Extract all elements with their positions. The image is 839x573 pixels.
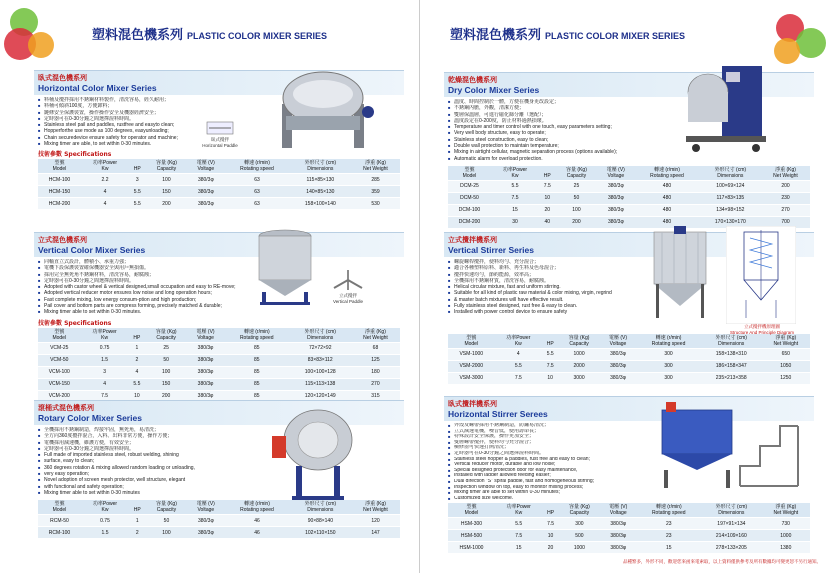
feature-item: ■ Stainless steel pail and paddles, rustfree and easyto clean; (38, 122, 238, 128)
feature-item: ■ 電機採用減速機，維護方便，有效安全； (38, 440, 238, 446)
feature-item: ■ 全方向360度攪拌混合，入料、出料非常方便，操作方便； (38, 433, 238, 439)
feature-item: ■ very easy operation; (38, 471, 238, 477)
col-model: 型號 Model (448, 334, 495, 349)
horizontal-stirrer-machine-icon (644, 396, 804, 492)
feature-item: ■ Adopted vertical reducer motor ensures low noise and long operation hours; (38, 290, 238, 296)
feature-item: ■ 料桶及攪拌採用不銹鋼材料製作，清洗容易，經久耐用； (38, 97, 238, 103)
section-title-en: Vertical Stirrer Series (448, 245, 535, 255)
col-power-hp: HP (129, 328, 145, 343)
col-power-hp: HP (539, 166, 555, 181)
feature-item: ■ 立式減速電機，噪音低，使用壽命長； (448, 429, 638, 435)
right-page (420, 0, 839, 573)
col-dims: 外形尺寸 (cm) Dimensions (701, 503, 762, 518)
col-model: 型號 Model (38, 159, 81, 174)
feature-item: ■ Stainless steel construction, easy to clean; (448, 137, 678, 143)
feature-item: ■ Chain securedevice ensure safety for operator and machine; (38, 135, 238, 141)
col-dims: 外形尺寸 (cm) Dimensions (290, 328, 351, 343)
col-weight: 淨重 (Kg) Net Weight (761, 166, 810, 181)
table-row: HSM-500 7.5 10 500 380/3φ 23 214×109×160 1000 (448, 530, 810, 542)
footer-note: 品種繁多，外形不同，歡迎您來函來電索取，以上資料僅供參考及所有數據均可變更恕不另行通知。 (623, 560, 821, 565)
horizontal-mixer-machine-icon (268, 64, 378, 154)
table-row: VSM-1000 4 5.5 1000 380/3φ 300 158×138×310 650 (448, 348, 810, 360)
table-row: VCM-50 1.5 2 50 380/3φ 85 83×83×112 125 (38, 354, 400, 366)
feature-item: ■ Special designed protection door for easy maintenance, (448, 468, 638, 474)
decorative-circles-icon (4, 8, 64, 68)
page-header (92, 24, 327, 44)
section-title-cn: 臥式攪拌機系列 (448, 400, 497, 408)
col-capacity: 容量 (Kg) Capacity (145, 328, 187, 343)
feature-list (448, 423, 638, 501)
table-row: DCM-50 7.5 10 50 380/3φ 480 117×83×135 230 (448, 192, 810, 204)
feature-item: ■ 不銹鋼內膽，外觀，清潔方便； (448, 105, 678, 111)
feature-item: ■ 定時器可在0-30分鐘之間選擇混料時間。 (38, 278, 238, 284)
table-row: DCM-25 5.5 7.5 25 380/3φ 480 100×69×124 200 (448, 180, 810, 192)
table-row: RCM-100 1.5 2 100 380/3φ 46 102×110×150 147 (38, 527, 400, 539)
feature-item: ■ Vertical reducer motor, durable and low noise; (448, 462, 638, 468)
col-power-hp: HP (129, 500, 145, 515)
col-speed: 轉速 (r/min) Rotating speed (224, 328, 290, 343)
table-row: VCM-100 3 4 100 380/3φ 85 100×100×128 180 (38, 366, 400, 378)
section-band (34, 232, 404, 257)
col-voltage: 電壓 (V) Voltage (600, 503, 636, 518)
feature-item: ■ Stainless steel hopper & paddles, rust free and easy to clean; (448, 457, 638, 463)
section-title-cn: 乾燥混色機系列 (448, 76, 497, 84)
feature-item: ■ 雙層保溫層，可進行磁化篩分離（選配）； (448, 112, 678, 118)
col-power-kw: 功率Power Kw (495, 334, 543, 349)
left-page (0, 0, 419, 573)
page-title-cn: 塑料混色機系列 (450, 28, 542, 43)
feature-item: ■ Mixing timer are able to set within 0-30 minutes; (448, 490, 638, 496)
table-row: HCM-100 2.2 3 100 380/3φ 63 115×85×130 285 (38, 174, 400, 186)
section-title-en: Dry Color Mixer Series (448, 85, 540, 95)
col-power-hp: HP (129, 159, 145, 174)
section-title-en: Horizontal Stirrer Serees (448, 409, 548, 419)
feature-item: ■ Helical circular mixture, fast and uniform stirring. (448, 284, 638, 290)
col-power-kw: 功率Power Kw (81, 500, 129, 515)
feature-item: ■ 360 degrees rotation & mixing allowed random loading or unloading, (38, 465, 238, 471)
feature-item: ■ 料桶可傾斜100度，方便卸料； (38, 103, 238, 109)
col-capacity: 容量 (Kg) Capacity (145, 500, 187, 515)
feature-item: ■ Dual direction "S" spiral paddle, fast and homogeneous stirring; (448, 479, 638, 485)
col-capacity: 容量 (Kg) Capacity (558, 334, 599, 349)
col-voltage: 電壓 (V) Voltage (600, 334, 636, 349)
section-title-en: Vertical Color Mixer Series (38, 245, 146, 255)
col-speed: 轉速 (r/min) Rotating speed (224, 500, 289, 515)
feature-item: ■ Mixing timer able to set within 0-30 minutes. (38, 309, 238, 315)
col-weight: 淨重 (Kg) Net Weight (351, 328, 400, 343)
spec-label: 技術參數 Specifications (38, 151, 112, 159)
table-row: VSM-2000 5.5 7.5 2000 380/3φ 300 186×158×347 1050 (448, 360, 810, 372)
col-voltage: 電壓 (V) Voltage (187, 500, 224, 515)
feature-item: ■ Fully stainless steel designed, rust free & easy to clean. (448, 303, 638, 309)
section-title-en: Horizontal Color Mixer Series (38, 83, 157, 93)
section-title-en: Rotary Color Mixer Series (38, 413, 142, 423)
table-row: VCM-25 0.75 1 25 380/3φ 85 72×72×92 68 (38, 342, 400, 354)
feature-item: ■ 鏈條安全保護裝置，操作操作安全及機器經濟安全； (38, 110, 238, 116)
feature-item: ■ Very well body structure, easy to operate; (448, 130, 678, 136)
spec-table (448, 166, 810, 229)
col-power-kw: 功率Power Kw (491, 166, 539, 181)
vertical-paddle-caption: 立式攪拌 Vertical Paddle (318, 268, 378, 304)
section-title-cn: 立式攪拌機系列 (448, 236, 497, 244)
col-model: 型號 Model (448, 503, 495, 518)
feature-item: ■ 檢修窗可快速打開清洗； (448, 445, 638, 451)
col-weight: 淨重 (Kg) Net Weight (351, 159, 400, 174)
vertical-mixer-machine-icon (250, 226, 320, 308)
dry-mixer-machine-icon (682, 62, 770, 154)
spec-table (448, 503, 810, 554)
feature-item: ■ Suitable for all kind of plastic raw material & color mixing, virgin, regrind (448, 290, 638, 296)
col-speed: 轉速 (r/min) Rotating speed (224, 159, 289, 174)
col-weight: 淨重 (Kg) Net Weight (762, 334, 810, 349)
section-vertical-mixer (34, 232, 404, 403)
spec-table (448, 334, 810, 385)
feature-item: ■ Installed with ladder allowed feeding easier; (448, 473, 638, 479)
section-title-cn: 臥式混色機系列 (38, 74, 87, 82)
feature-item: ■ Inspection window on top, easy to monitor mixing process; (448, 485, 638, 491)
feature-item: ■ 定時器可在0-30分鐘之間選擇混料時間。 (448, 451, 638, 457)
feature-item: ■ 定時器可在0-30分鐘之間選擇混料時間。 (38, 446, 238, 452)
col-model: 型號 Model (38, 328, 81, 343)
table-row: HSM-300 5.5 7.5 300 380/3φ 23 197×91×134 730 (448, 518, 810, 530)
feature-item: ■ 適合各種塑料原料、新料、再生料及色母混合； (448, 265, 638, 271)
col-voltage: 電壓 (V) Voltage (597, 166, 634, 181)
feature-item: ■ Full made of imported stainless steel, robust welding, shining (38, 452, 238, 458)
feature-item: ■ 同軸直立式設計，體積小、承重力強； (38, 259, 238, 265)
col-weight: 淨重 (Kg) Net Weight (351, 500, 400, 515)
spec-table (38, 500, 400, 539)
table-row: DCM-100 15 20 100 380/3φ 480 134×98×152 270 (448, 204, 810, 216)
rotary-mixer-machine-icon (268, 396, 368, 504)
feature-item: ■ Mixing timer able to set within 0-30 minutes (38, 490, 238, 496)
col-model: 型號 Model (38, 500, 81, 515)
table-row: DCM-200 30 40 200 380/3φ 480 170×130×170 700 (448, 216, 810, 228)
col-dims: 外形尺寸 (cm) Dimensions (290, 500, 351, 515)
feature-item: ■ Novel adoption of screen mesh protector, well structure, elegant (38, 477, 238, 483)
table-row: HCM-150 4 5.5 150 380/3φ 63 140×85×130 359 (38, 186, 400, 198)
feature-item: ■ 定時器可在0-30分鐘之間選擇混料時間。 (38, 116, 238, 122)
feature-item: ■ & master batch mixtures will have effective result. (448, 297, 638, 303)
col-weight: 淨重 (Kg) Net Weight (762, 503, 810, 518)
feature-item: ■ 全機採用不銹鋼材質，清洗容易，耐腐蝕。 (448, 278, 638, 284)
feature-item: ■ Fast complete mixing, low energy consum-ption and high production; (38, 297, 238, 303)
feature-item: ■ with functional and safety operation; (38, 484, 238, 490)
table-row: VSM-3000 7.5 10 3000 380/3φ 300 235×213×358 1250 (448, 372, 810, 384)
feature-list (448, 99, 678, 162)
spec-table (38, 159, 400, 210)
page-title-en: PLASTIC COLOR MIXER SERIES (545, 31, 686, 41)
table-row: RCM-50 0.75 1 50 380/3φ 46 90×88×140 120 (38, 515, 400, 527)
feature-list (38, 427, 238, 496)
feature-item: ■ Adopted with castor wheel & vertical designed,small occupation and easy to RE-move; (38, 284, 238, 290)
paddle-icon (205, 120, 235, 136)
col-capacity: 容量 (Kg) Capacity (559, 503, 600, 518)
page-title-en: PLASTIC COLOR MIXER SERIES (187, 31, 328, 41)
feature-item: ■ 螺旋螺桿攪拌，使料均勻、充分混合； (448, 259, 638, 265)
col-voltage: 電壓 (V) Voltage (187, 328, 224, 343)
table-row: VCM-200 7.5 10 200 380/3φ 85 120×120×149 315 (38, 390, 400, 402)
table-row: HCM-200 4 5.5 200 380/3φ 63 158×100×140 530 (38, 198, 400, 210)
col-power-kw: 功率Power Kw (495, 503, 542, 518)
section-title-cn: 立式混色機系列 (38, 236, 87, 244)
feature-item: ■ 採用完全無死角不銹鋼材料，清洗容易，耐腐蝕； (38, 272, 238, 278)
feature-item: ■ 溫度、時間控制於一體，方便在機身更改設定； (448, 99, 678, 105)
feature-item: ■ surface, easy to clean; (38, 458, 238, 464)
col-capacity: 容量 (Kg) Capacity (145, 159, 187, 174)
feature-item: ■ Pail cover and bottom parts are compress forming, precisely matched & durable; (38, 303, 238, 309)
feature-item: ■ Temperature and timer control with one touch, easy parameters setting; (448, 124, 678, 130)
col-dims: 外形尺寸 (cm) Dimensions (701, 334, 762, 349)
feature-item: ■ Mixing in airtight cellular, magnetic separation process (options available); (448, 149, 678, 155)
vertical-paddle-icon (328, 268, 368, 292)
structure-diagram-icon (726, 226, 796, 324)
col-dims: 外形尺寸 (cm) Dimensions (290, 159, 351, 174)
col-power-kw: 功率Power Kw (81, 328, 129, 343)
col-dims: 外形尺寸 (cm) Dimensions (700, 166, 761, 181)
spec-label: 技術參數 Specifications (38, 319, 112, 327)
col-power-kw: 功率Power Kw (81, 159, 129, 174)
feature-item: ■ 特殊設計安全保護，操作更加安全； (448, 434, 638, 440)
vertical-stirrer-machine-icon (644, 224, 716, 320)
decorative-circles-icon (772, 14, 832, 74)
col-model: 型號 Model (448, 166, 491, 181)
feature-item: ■ 攪拌快速均勻，節約能源，效率高； (448, 272, 638, 278)
feature-item: ■ Hopperforthe use mode as 100 degrees, easyunloading; (38, 128, 238, 134)
table-row: VCM-150 4 5.5 150 380/3φ 85 115×113×138 270 (38, 378, 400, 390)
page-title-cn: 塑料混色機系列 (92, 28, 184, 43)
feature-item: ■ 溫度設定在0-200度，防止材料過熱損壞。 (448, 118, 678, 124)
col-voltage: 電壓 (V) Voltage (187, 159, 224, 174)
col-speed: 轉速 (r/min) Rotating speed (636, 503, 701, 518)
spec-table (38, 328, 400, 403)
structure-caption: 立式攪拌機原理圖 Structure And Principle Diagram (729, 324, 795, 335)
feature-list (38, 259, 238, 316)
page-header (450, 24, 685, 44)
feature-item: ■ 電機下設保護裝置確保機器安全與用戶無損傷。 (38, 265, 238, 271)
table-row: HSM-1000 15 20 1000 380/3φ 15 278×133×205 1380 (448, 542, 810, 554)
feature-item: ■ 全機採用不銹鋼制造，焊接牢固，無死角，易清洗； (38, 427, 238, 433)
feature-item: ■ Mixing timer are able, to set within 0-30 minutes. (38, 141, 238, 147)
col-power-hp: HP (542, 334, 558, 349)
paddle-caption: 臥式攪拌 Horizontal Paddle (200, 120, 240, 148)
feature-item: ■ Double wall protection to maintain temperature; (448, 143, 678, 149)
feature-item: ■ Installed with power control device to ensure safety (448, 309, 638, 315)
feature-item: ■ 外殼及螺帶採用不銹鋼制造，防鏽易清洗； (448, 423, 638, 429)
col-power-hp: HP (542, 503, 558, 518)
col-capacity: 容量 (Kg) Capacity (555, 166, 597, 181)
col-speed: 轉速 (r/min) Rotating speed (636, 334, 701, 349)
feature-item: ■ 雙層螺帶攪拌，使料均勻充分混合； (448, 440, 638, 446)
section-title-cn: 滾桶式混色機系列 (38, 404, 94, 412)
feature-list (448, 259, 638, 316)
col-speed: 轉速 (r/min) Rotating speed (634, 166, 699, 181)
feature-item: ■ Customized size welcome. (448, 496, 638, 502)
feature-item: ■ Automatic alarm for overload protection. (448, 156, 678, 162)
